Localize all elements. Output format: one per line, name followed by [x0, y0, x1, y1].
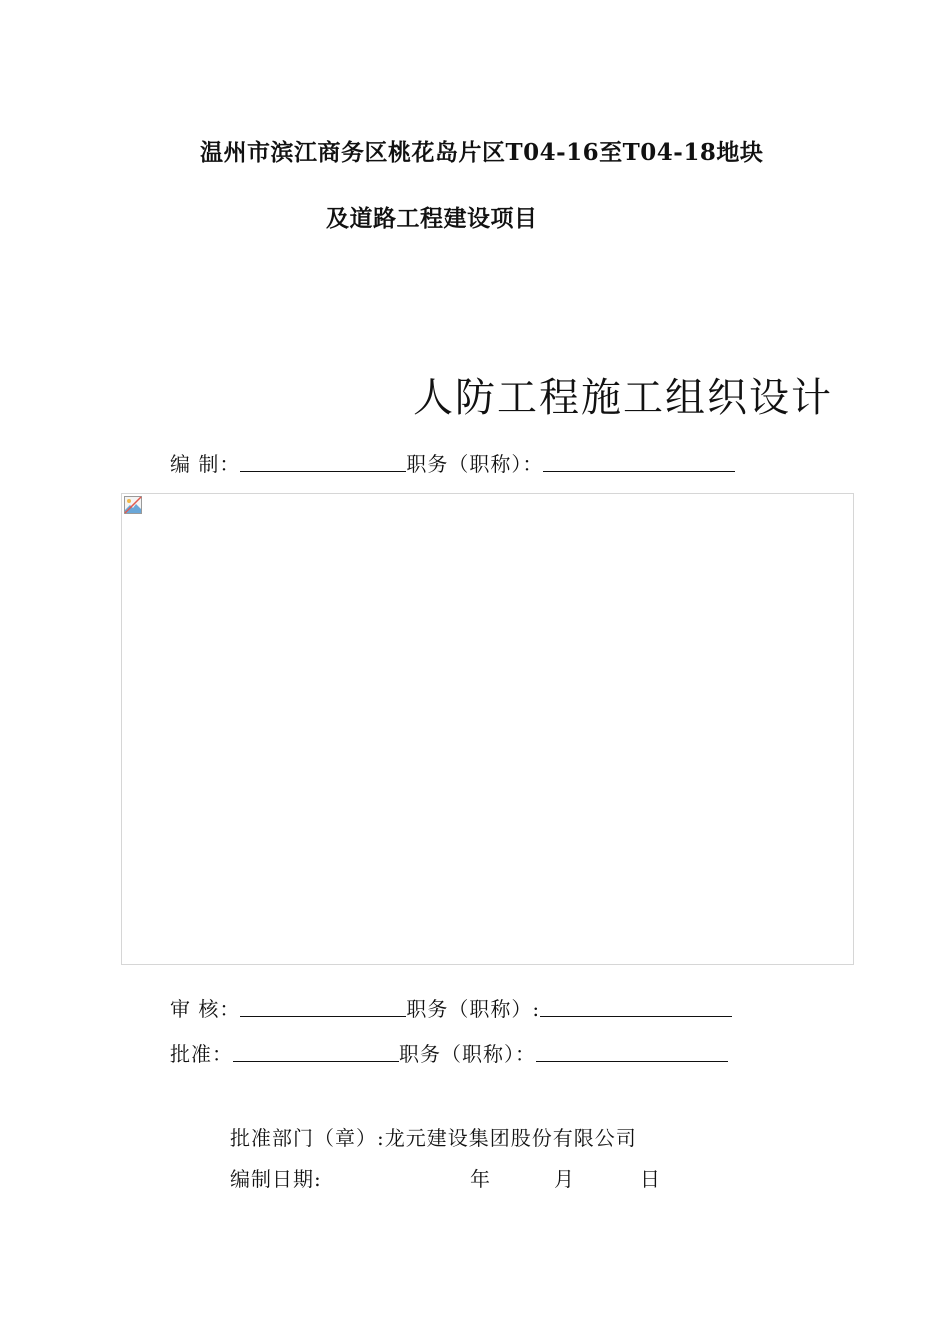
- approver-position-blank[interactable]: [536, 1060, 728, 1062]
- compiler-position-blank[interactable]: [543, 470, 735, 472]
- approver-position-label: 职务（职称）：: [399, 1042, 536, 1066]
- compiler-position-label: 职务（职称）：: [406, 452, 544, 476]
- approver-row: [170, 1038, 728, 1067]
- reviewer-position-label: 职务（职称）:: [406, 997, 541, 1021]
- reviewer-row: [170, 993, 732, 1022]
- reviewer-position-blank[interactable]: [540, 1015, 732, 1017]
- approver-label: 批准：: [170, 1042, 233, 1066]
- reviewer-label: 审 核：: [170, 997, 241, 1021]
- broken-image-icon: [124, 496, 142, 514]
- approver-name-blank[interactable]: [233, 1060, 399, 1062]
- compile-date-label: 编制日期:: [230, 1167, 322, 1191]
- compiler-label: 编 制：: [170, 452, 241, 476]
- reviewer-name-blank[interactable]: [240, 1015, 406, 1017]
- compile-date-row: [230, 1163, 680, 1191]
- compile-date-day: 日: [640, 1167, 661, 1191]
- approval-department: 批准部门（章）:龙元建设集团股份有限公司: [230, 1126, 637, 1150]
- project-title-line2: 及道路工程建设项目: [326, 205, 538, 232]
- compile-date-month: 月: [554, 1167, 575, 1191]
- compiler-name-blank[interactable]: [240, 470, 406, 472]
- compiler-row: [170, 448, 735, 477]
- embedded-image-placeholder: [121, 493, 854, 965]
- compile-date-year: 年: [470, 1167, 491, 1191]
- project-title-line1: 温州市滨江商务区桃花岛片区T04-16至T04-18地块: [200, 139, 764, 166]
- document-title: 人防工程施工组织设计: [413, 375, 833, 421]
